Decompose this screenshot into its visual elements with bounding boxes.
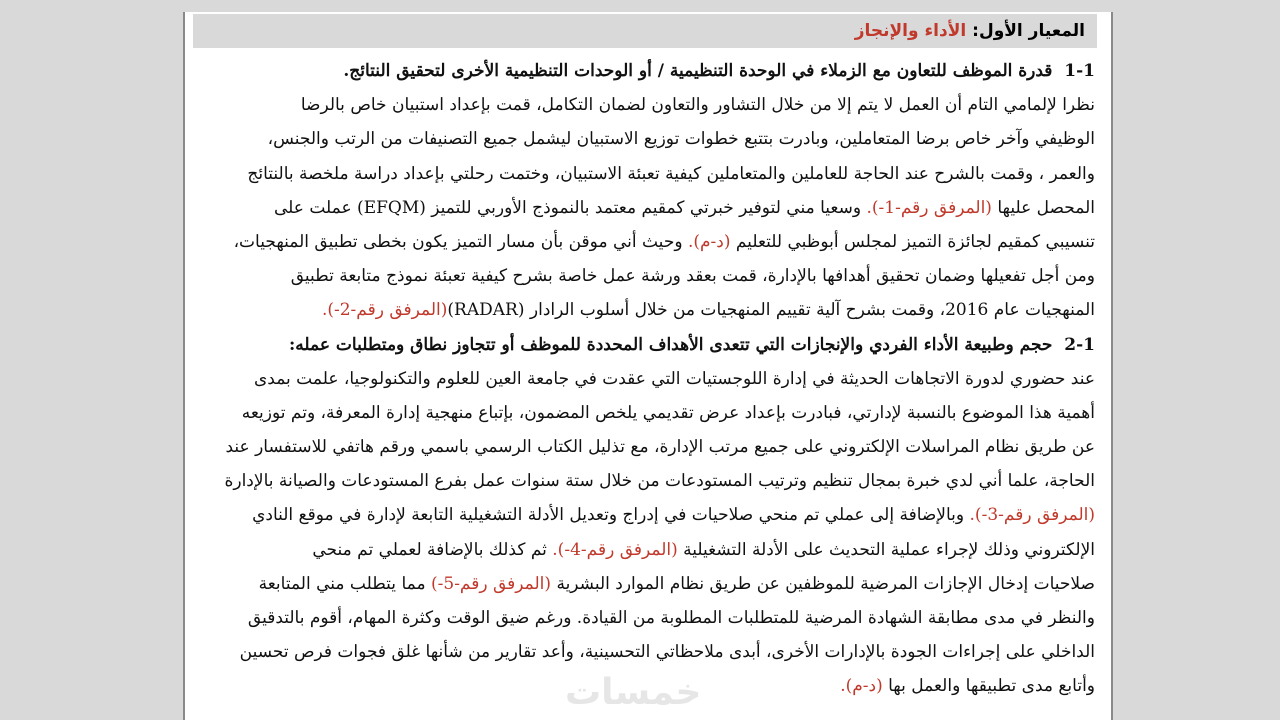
text-run: ثم كذلك بالإضافة لعملي تم منحي <box>312 539 553 560</box>
section-2-number: 2-1 <box>1064 334 1095 355</box>
attachment-ref: (المرفق رقم-4-). <box>552 539 678 560</box>
section-2-title: حجم وطبيعة الأداء الفردي والإنجازات التي تتعدى الأهداف المحددة للموظف أو تتجاوز نطاق ومتطلبات عمله: <box>289 334 1053 355</box>
text-run: وأتابع مدى تطبيقها والعمل بها <box>882 676 1095 697</box>
paragraph-line: والعمر ، وقمت بالشرح عند الحاجة للعاملين والمتعاملين كيفية تعبئة الاستبيان، وختمت رحلتي بإعداد دراسة ملخصة بالنتائج <box>247 163 1095 184</box>
attachment-ref: (المرفق رقم-1-). <box>866 197 992 218</box>
attachment-ref: (د-م). <box>687 231 731 252</box>
criterion-label: المعيار الأول: <box>966 21 1085 41</box>
attachment-ref: (المرفق رقم-3-). <box>969 505 1095 526</box>
section-2-heading <box>199 328 1095 362</box>
section-1-heading <box>199 54 1095 88</box>
paragraph-line <box>199 225 1095 259</box>
text-run: مما يتطلب مني المتابعة <box>258 573 431 594</box>
document-page <box>183 12 1113 720</box>
text-run: تنسيبي كمقيم لجائزة التميز لمجلس أبوظبي للتعليم <box>730 231 1095 252</box>
section-1-title: قدرة الموظف للتعاون مع الزملاء في الوحدة التنظيمية / أو الوحدات التنظيمية الأخرى لتحقيق النتائج. <box>343 61 1053 81</box>
paragraph-line <box>199 567 1095 601</box>
attachment-ref: (المرفق رقم-5-) <box>430 573 552 594</box>
text-run: الإلكتروني وذلك لإجراء عملية التحديث على الأدلة التشغيلية <box>677 539 1095 560</box>
watermark-logo: خمسات <box>565 672 702 713</box>
paragraph-line: نظرا لإلمامي التام أن العمل لا يتم إلا من خلال التشاور والتعاون لضمان التكامل، قمت بإعداد استبيان خاص بالرضا <box>300 95 1095 116</box>
paragraph-line <box>199 293 1095 327</box>
paragraph-line: عن طريق نظام المراسلات الإلكتروني على جميع مرتب الإدارة، مع تذليل الكتاب الرسمي باسمي ورقم هاتفي للاستفسار عند <box>225 437 1095 458</box>
paragraph-line: الحاجة، علما أني لدي خبرة بمجال تنظيم وترتيب المستودعات من خلال ستة سنوات عمل بفرع المستودعات والصيانة بالإدارة <box>224 471 1095 492</box>
paragraph-line <box>199 498 1095 532</box>
paragraph-line: أهمية هذا الموضوع بالنسبة لإدارتي، فبادرت بإعداد عرض تقديمي يلخص المضمون، بإتباع منهجية إدارة المعرفة، وتم توزيعه <box>241 402 1095 423</box>
text-run: المحصل عليها <box>991 197 1095 218</box>
text-run: وبالإضافة إلى عملي تم منحي صلاحيات في إدراج وتعديل الأدلة التشغيلية التابعة لإدارة في موقع النادي <box>252 505 970 526</box>
criterion-title: الأداء والإنجاز <box>854 21 967 41</box>
criterion-header <box>193 14 1097 48</box>
text-run: صلاحيات إدخال الإجازات المرضية للموظفين عن طريق نظام الموارد البشرية <box>551 573 1095 594</box>
paragraph-line <box>199 191 1095 225</box>
attachment-ref: (د-م). <box>840 676 883 697</box>
text-run: وحيث أني موقن بأن مسار التميز يكون بخطى تطبيق المنهجيات، <box>233 231 688 252</box>
paragraph-line: ومن أجل تفعيلها وضمان تحقيق أهدافها بالإدارة، قمت بعقد ورشة عمل خاصة بشرح كيفية تعبئة نموذج متابعة تطبيق <box>290 266 1095 287</box>
section-1-number: 1-1 <box>1064 61 1095 81</box>
paragraph-line <box>199 533 1095 567</box>
text-run: وسعيا مني لتوفير خبرتي كمقيم معتمد بالنموذج الأوربي للتميز (EFQM) عملت على <box>274 197 867 218</box>
paragraph-line: الداخلي على إجراءات الجودة بالإدارات الأخرى، أبدى ملاحظاتي التحسينية، وأعد تقارير من شأنها غلق فجوات فرص تحسين <box>239 642 1095 663</box>
text-run: المنهجيات عام 2016، وقمت بشرح آلية تقييم المنهجيات من خلال أسلوب الرادار (RADAR) <box>447 300 1095 321</box>
paragraph-line: الوظيفي وآخر خاص برضا المتعاملين، وبادرت بتتبع خطوات توزيع الاستبيان ليشمل جميع التصنيفات من الرتب والجنس، <box>267 129 1095 150</box>
document-body <box>199 54 1095 712</box>
paragraph-line: عند حضوري لدورة الاتجاهات الحديثة في إدارة اللوجستيات التي عقدت في جامعة العين للعلوم والتكنولوجيا، علمت بمدى <box>253 368 1095 389</box>
paragraph-line: والنظر في مدى مطابقة الشهادة المرضية للمتطلبات المطلوبة من القيادة. ورغم ضيق الوقت وكثرة المهام، أقوم بالتدقيق <box>247 608 1095 628</box>
attachment-ref: (المرفق رقم-2-). <box>321 300 448 321</box>
